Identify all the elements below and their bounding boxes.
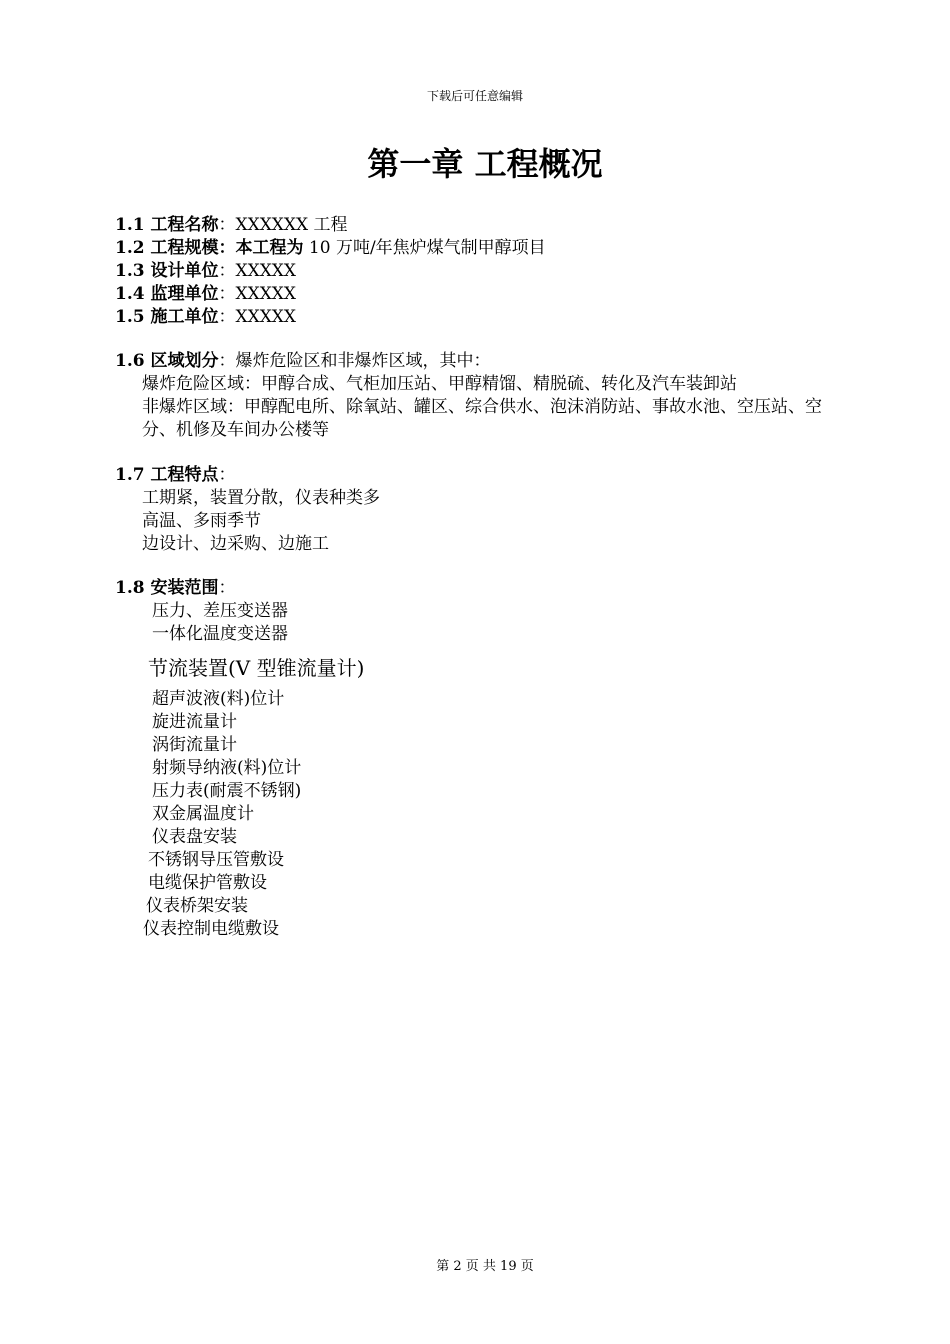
- page-header: 下载后可任意编辑: [426, 89, 523, 103]
- info-value: XXXXX: [235, 307, 297, 327]
- zone-heading: [115, 350, 855, 373]
- info-sep: ：: [218, 215, 236, 235]
- scope-item: 仪表桥架安装: [146, 896, 248, 916]
- info-line-design: [115, 260, 855, 283]
- scope-item: 超声波液(料)位计: [152, 689, 285, 709]
- scope-label: 1.8 安装范围: [115, 578, 219, 598]
- info-line-construction: [115, 306, 855, 329]
- chapter-title: 第一章 工程概况: [367, 145, 603, 183]
- info-value: XXXXXX 工程: [235, 215, 348, 235]
- scope-item: 涡街流量计: [152, 735, 237, 755]
- page-footer: 第 2 页 共 19 页: [436, 1259, 534, 1274]
- info-label: 1.3 设计单位: [115, 261, 219, 281]
- info-value: XXXXX: [235, 284, 297, 304]
- zone-hazard-text: 爆炸危险区域：甲醇合成、气柜加压站、甲醇精馏、精脱硫、转化及汽车装卸站: [142, 374, 737, 394]
- features-section: [115, 464, 855, 556]
- info-label: 1.2 工程规模：本工程为: [115, 238, 304, 258]
- info-label: 1.4 监理单位: [115, 284, 219, 304]
- zone-intro: ：爆炸危险区和非爆炸区域，其中：: [218, 351, 491, 371]
- info-sep: ：: [218, 284, 236, 304]
- scope-item: 射频导纳液(料)位计: [152, 758, 302, 778]
- scope-item-large: 节流装置(V 型锥流量计): [148, 656, 365, 680]
- features-heading: [115, 464, 855, 487]
- info-line-supervision: [115, 283, 855, 306]
- feature-item: 工期紧，装置分散，仪表种类多: [142, 488, 380, 508]
- info-label: 1.5 施工单位: [115, 307, 219, 327]
- feature-item: 高温、多雨季节: [142, 511, 261, 531]
- scope-item: 仪表控制电缆敷设: [143, 919, 279, 939]
- zone-nonhazard-text: 非爆炸区域：甲醇配电所、除氧站、罐区、综合供水、泡沫消防站、事故水池、空压站、空分、机修及车间办公楼等: [142, 397, 822, 440]
- scope-section: [115, 577, 855, 941]
- scope-item: 不锈钢导压管敷设: [148, 850, 284, 870]
- features-label: 1.7 工程特点: [115, 465, 219, 485]
- scope-item: 压力表(耐震不锈钢): [152, 781, 302, 801]
- info-line-name: [115, 214, 855, 237]
- feature-item: 边设计、边采购、边施工: [142, 534, 329, 554]
- scope-item: 压力、差压变送器: [152, 601, 288, 621]
- zone-label: 1.6 区域划分: [115, 351, 219, 371]
- info-value: 10 万吨/年焦炉煤气制甲醇项目: [303, 238, 546, 258]
- features-sep: ：: [218, 465, 236, 485]
- info-sep: ：: [218, 307, 236, 327]
- scope-heading: [115, 577, 855, 600]
- scope-item: 双金属温度计: [152, 804, 254, 824]
- info-line-scale: [115, 237, 855, 260]
- info-sep: ：: [218, 261, 236, 281]
- scope-sep: ：: [218, 578, 236, 598]
- scope-item: 旋进流量计: [152, 712, 237, 732]
- project-info-section: [115, 214, 855, 329]
- scope-item: 仪表盘安装: [152, 827, 237, 847]
- info-label: 1.1 工程名称: [115, 215, 219, 235]
- zone-section: [115, 350, 855, 442]
- info-value: XXXXX: [235, 261, 297, 281]
- scope-item: 电缆保护管敷设: [148, 873, 267, 893]
- scope-item: 一体化温度变送器: [152, 624, 288, 644]
